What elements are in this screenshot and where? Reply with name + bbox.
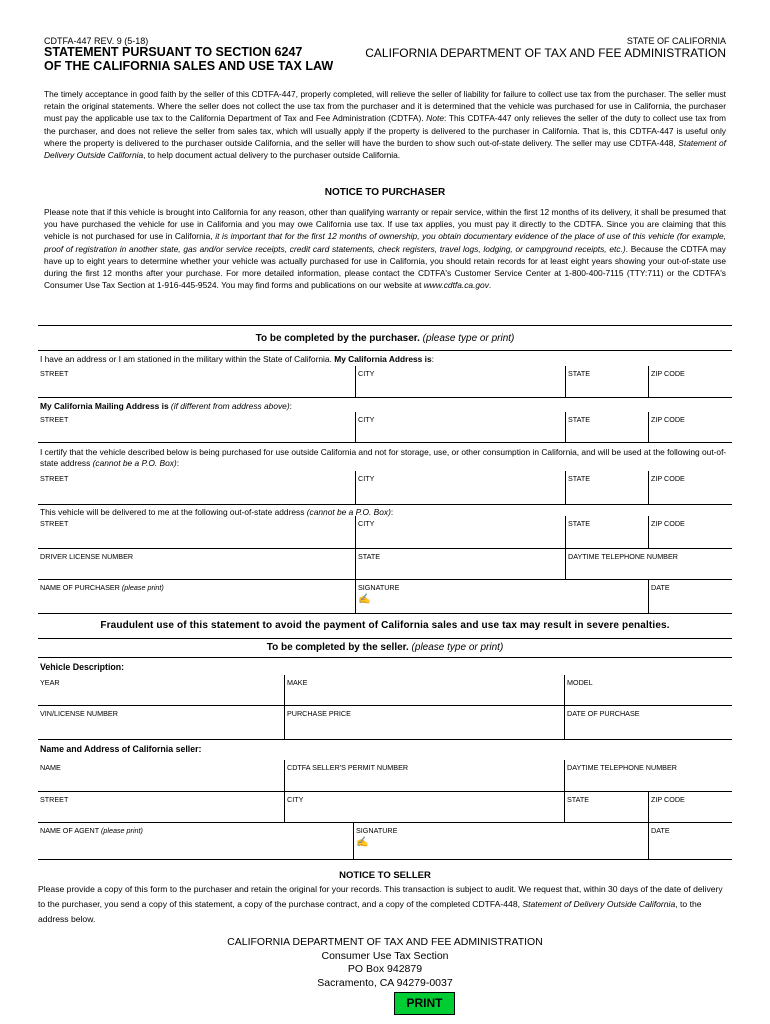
purchaser-heading-italic: (please type or print) — [419, 333, 515, 344]
address-line-3: PO Box 942879 — [347, 963, 423, 975]
department-name: CALIFORNIA DEPARTMENT OF TAX AND FEE ADMINISTRATION — [365, 46, 726, 60]
seller-state-label: STATE — [567, 795, 590, 804]
purchaser-date-label: DATE — [651, 583, 670, 592]
intro-text-c: , to help document actual delivery to the purchaser outside California. — [143, 150, 401, 161]
seller-street-field[interactable] — [38, 792, 285, 823]
ca-state-field[interactable] — [566, 366, 649, 398]
seller-name-field[interactable] — [38, 760, 285, 792]
section-divider — [38, 325, 732, 326]
seller-name-label: NAME — [40, 763, 61, 772]
notice-purchaser-italic: it is important that for the first 12 months of ownership, you obtain documentary evidence of the place of use of this vehicle (for example, proof of registration in another state, gas and/or service receipts, credit card statements, check registers, travel logs, lodging, or campground receipts, etc.) — [44, 231, 726, 254]
delivery-city-label: CITY — [358, 519, 375, 528]
seller-signature-label: SIGNATURE — [356, 826, 398, 835]
delivery-city-field[interactable] — [356, 516, 566, 549]
ca-street-field[interactable] — [38, 366, 356, 398]
mailing-address-text — [40, 401, 730, 412]
pen-icon: ✍ — [356, 837, 369, 848]
mailing-address-colon: : — [289, 401, 292, 411]
certify-italic: (cannot be a P.O. Box) — [92, 458, 177, 468]
vehicle-grid — [38, 675, 732, 740]
purchase-price-field[interactable] — [285, 706, 565, 740]
delivery-state-label: STATE — [568, 519, 591, 528]
agent-name-field[interactable] — [38, 823, 354, 860]
mailing-state-label: STATE — [568, 415, 591, 424]
notice-to-seller-heading: NOTICE TO SELLER — [339, 870, 431, 881]
seller-heading-bold: To be completed by the seller. — [266, 642, 409, 653]
title-line-2: OF THE CALIFORNIA SALES AND USE TAX LAW — [44, 59, 334, 73]
seller-divider — [38, 638, 732, 639]
seller-heading-rule — [38, 657, 732, 658]
oos-state-label: STATE — [568, 474, 591, 483]
title-line-1: STATEMENT PURSUANT TO SECTION 6247 — [44, 45, 303, 59]
model-field[interactable] — [565, 675, 732, 706]
fraud-warning: Fraudulent use of this statement to avoid the payment of California sales and use tax may result in severe penalties. — [100, 620, 670, 631]
california-address-label: My California Address is — [334, 354, 432, 364]
notice-purchaser-text-b: . Because the CDTFA may have up to eight years to determine whether your vehicle was actually purchased for use in California, you should retain records for at least eight years showing your out-of-state use during the first 12 months after your purchase. For more detailed information, please contact the CDTFA's Customer Service Center at 1-800-400-7115 (TTY:711) or the CDTFA's Consumer Use Tax Section at 1-916-445-9524. You may find forms and publications on our website at — [44, 243, 726, 291]
delivery-zip-field[interactable] — [649, 516, 732, 549]
oos-zip-field[interactable] — [649, 471, 732, 505]
purchaser-phone-label: DAYTIME TELEPHONE NUMBER — [568, 552, 678, 561]
ca-city-field[interactable] — [356, 366, 566, 398]
make-label: MAKE — [287, 678, 308, 687]
delivered-italic: (cannot be a P.O. Box) — [306, 507, 391, 517]
mailing-state-field[interactable] — [566, 412, 649, 443]
print-button[interactable]: PRINT — [394, 992, 455, 1015]
dl-state-label: STATE — [358, 552, 381, 561]
seller-city-label: CITY — [287, 795, 304, 804]
notice-seller-text-b: , to the address below. — [38, 899, 702, 924]
delivery-street-field[interactable] — [38, 516, 356, 549]
oos-zip-label: ZIP CODE — [651, 474, 685, 483]
seller-date-field[interactable] — [649, 823, 732, 860]
oos-state-field[interactable] — [566, 471, 649, 505]
year-field[interactable] — [38, 675, 285, 706]
mailing-address-italic: (if different from address above) — [168, 401, 290, 411]
oos-street-field[interactable] — [38, 471, 356, 505]
intro-text-b: : This CDTFA-447 only relieves the seller of the duty to collect use tax from the purchaser, and does not relieve the seller from sales tax, which will usually apply if the property is delivered to the purchaser in California. That is, this CDTFA-447 is useful only where the property is delivered to the purchaser outside California, and the seller will have the burden to show such out-of-state delivery. The seller may use CDTFA-448, — [44, 113, 726, 148]
intro-paragraph — [44, 88, 726, 161]
california-address-row — [38, 366, 732, 398]
purchaser-heading-bold: To be completed by the purchaser. — [255, 333, 420, 344]
mailing-address-label: My California Mailing Address is — [40, 401, 169, 411]
purchaser-name-field[interactable] — [38, 580, 356, 614]
delivery-street-label: STREET — [40, 519, 69, 528]
notice-to-seller-text — [38, 882, 728, 927]
delivery-state-field[interactable] — [566, 516, 649, 549]
seller-permit-field[interactable] — [285, 760, 565, 792]
purchaser-signature-field[interactable] — [356, 580, 649, 614]
state-label: STATE OF CALIFORNIA — [626, 36, 726, 46]
california-address-text — [40, 354, 730, 365]
ca-state-label: STATE — [568, 369, 591, 378]
seller-zip-label: ZIP CODE — [651, 795, 685, 804]
address-line-2: Consumer Use Tax Section — [321, 949, 449, 962]
intro-form-448-title: Statement of Delivery Outside California — [44, 137, 726, 161]
mailing-address-row — [38, 412, 732, 443]
driver-license-field[interactable] — [38, 549, 356, 580]
oos-street-label: STREET — [40, 474, 69, 483]
notice-seller-text-a: Please provide a copy of this form to the purchaser and retain the original for your records. This transaction is subject to audit. We request that, within 30 days of the date of delivery to the purchaser, you send a copy of this statement, a copy of the purchase contract, and a copy of the completed CDTFA-448, — [38, 884, 723, 909]
mailing-zip-field[interactable] — [649, 412, 732, 443]
notice-purchaser-text-c: . — [488, 280, 492, 291]
form-number: CDTFA-447 REV. 9 (5-18) — [44, 36, 149, 46]
seller-phone-field[interactable] — [565, 760, 732, 792]
ca-zip-field[interactable] — [649, 366, 732, 398]
purchaser-signature-label: SIGNATURE — [358, 583, 400, 592]
seller-address-label: Name and Address of California seller: — [40, 744, 202, 754]
agent-name-italic: (please print) — [100, 826, 143, 835]
delivered-colon: : — [390, 507, 394, 517]
seller-heading-italic: (please type or print) — [408, 642, 504, 653]
purchaser-name-italic: (please print) — [121, 583, 164, 592]
purchaser-phone-field[interactable] — [566, 549, 732, 580]
seller-zip-field[interactable] — [649, 792, 732, 823]
address-line-1: CALIFORNIA DEPARTMENT OF TAX AND FEE ADMINISTRATION — [227, 936, 543, 948]
delivery-zip-label: ZIP CODE — [651, 519, 685, 528]
oos-city-field[interactable] — [356, 471, 566, 505]
seller-section-heading — [0, 642, 770, 653]
oos-city-label: CITY — [358, 474, 375, 483]
mailing-address-block — [0, 936, 770, 990]
mailing-street-label: STREET — [40, 415, 69, 424]
certify-colon: : — [176, 458, 180, 468]
seller-state-field[interactable] — [565, 792, 649, 823]
mailing-city-field[interactable] — [356, 412, 566, 443]
seller-grid — [38, 760, 732, 860]
notice-seller-italic: Statement of Delivery Outside California — [522, 899, 676, 909]
out-of-state-address-row — [38, 471, 732, 505]
vehicle-description-label: Vehicle Description: — [40, 662, 125, 672]
vin-label: VIN/LICENSE NUMBER — [40, 709, 118, 718]
seller-phone-label: DAYTIME TELEPHONE NUMBER — [567, 763, 677, 772]
california-address-prefix: I have an address or I am stationed in the military within the State of California. — [40, 354, 335, 364]
driver-license-label: DRIVER LICENSE NUMBER — [40, 552, 134, 561]
seller-street-label: STREET — [40, 795, 69, 804]
form-title — [44, 45, 333, 73]
model-label: MODEL — [567, 678, 593, 687]
notice-to-purchaser-heading: NOTICE TO PURCHASER — [324, 187, 446, 198]
seller-date-label: DATE — [651, 826, 670, 835]
purchase-date-label: DATE OF PURCHASE — [567, 709, 640, 718]
seller-permit-label: CDTFA SELLER'S PERMIT NUMBER — [287, 763, 409, 772]
address-line-4: Sacramento, CA 94279-0037 — [317, 976, 453, 989]
agent-name-label: NAME OF AGENT — [40, 826, 99, 835]
intro-text-a: The timely acceptance in good faith by the seller of this CDTFA-447, properly completed, will relieve the seller of liability for failure to collect use tax from the purchaser. The seller must retain the original statements. Where the seller does not collect the use tax from the purchaser and it is determined that the vehicle was purchased for use in California, the purchaser must pay the applicable use tax to the California Department of Tax and Fee Administration (CDTFA). — [44, 89, 726, 124]
purchaser-section-heading — [0, 333, 770, 344]
california-address-colon: : — [431, 354, 434, 364]
notice-purchaser-text-a: Please note that if this vehicle is brought into California for any reason, other than qualifying warranty or repair service, within the first 12 months of its delivery, it shall be presumed that you have purchased the vehicle for use in California and you may owe California use tax. If use tax applies, you must pay it directly to the CDTFA. Since you are claiming that this vehicle is not purchased for use in California, — [44, 207, 726, 242]
purchaser-name-label: NAME OF PURCHASER — [40, 583, 120, 592]
purchase-date-field[interactable] — [565, 706, 732, 740]
year-label: YEAR — [40, 678, 60, 687]
mailing-zip-label: ZIP CODE — [651, 415, 685, 424]
mailing-city-label: CITY — [358, 415, 375, 424]
seller-signature-field[interactable] — [354, 823, 649, 860]
ca-zip-label: ZIP CODE — [651, 369, 685, 378]
pen-icon: ✍ — [358, 594, 371, 605]
notice-to-purchaser-text — [44, 206, 726, 291]
make-field[interactable] — [285, 675, 565, 706]
purchaser-date-field[interactable] — [649, 580, 732, 614]
intro-note-label: Note — [426, 113, 444, 124]
purchase-price-label: PURCHASE PRICE — [287, 709, 351, 718]
ca-city-label: CITY — [358, 369, 375, 378]
website-link[interactable]: www.cdtfa.ca.gov — [423, 280, 489, 291]
purchaser-heading-rule — [38, 350, 732, 351]
delivered-text-main: This vehicle will be delivered to me at the following out-of-state address — [40, 507, 307, 517]
certify-text — [40, 447, 730, 469]
ca-street-label: STREET — [40, 369, 69, 378]
vin-field[interactable] — [38, 706, 285, 740]
seller-city-field[interactable] — [285, 792, 565, 823]
certify-text-main: I certify that the vehicle described below is being purchased for use outside California and not for storage, use, or other consumption in California, and will be used at the following out-of-state address — [40, 447, 727, 468]
mailing-street-field[interactable] — [38, 412, 356, 443]
dl-state-field[interactable] — [356, 549, 566, 580]
